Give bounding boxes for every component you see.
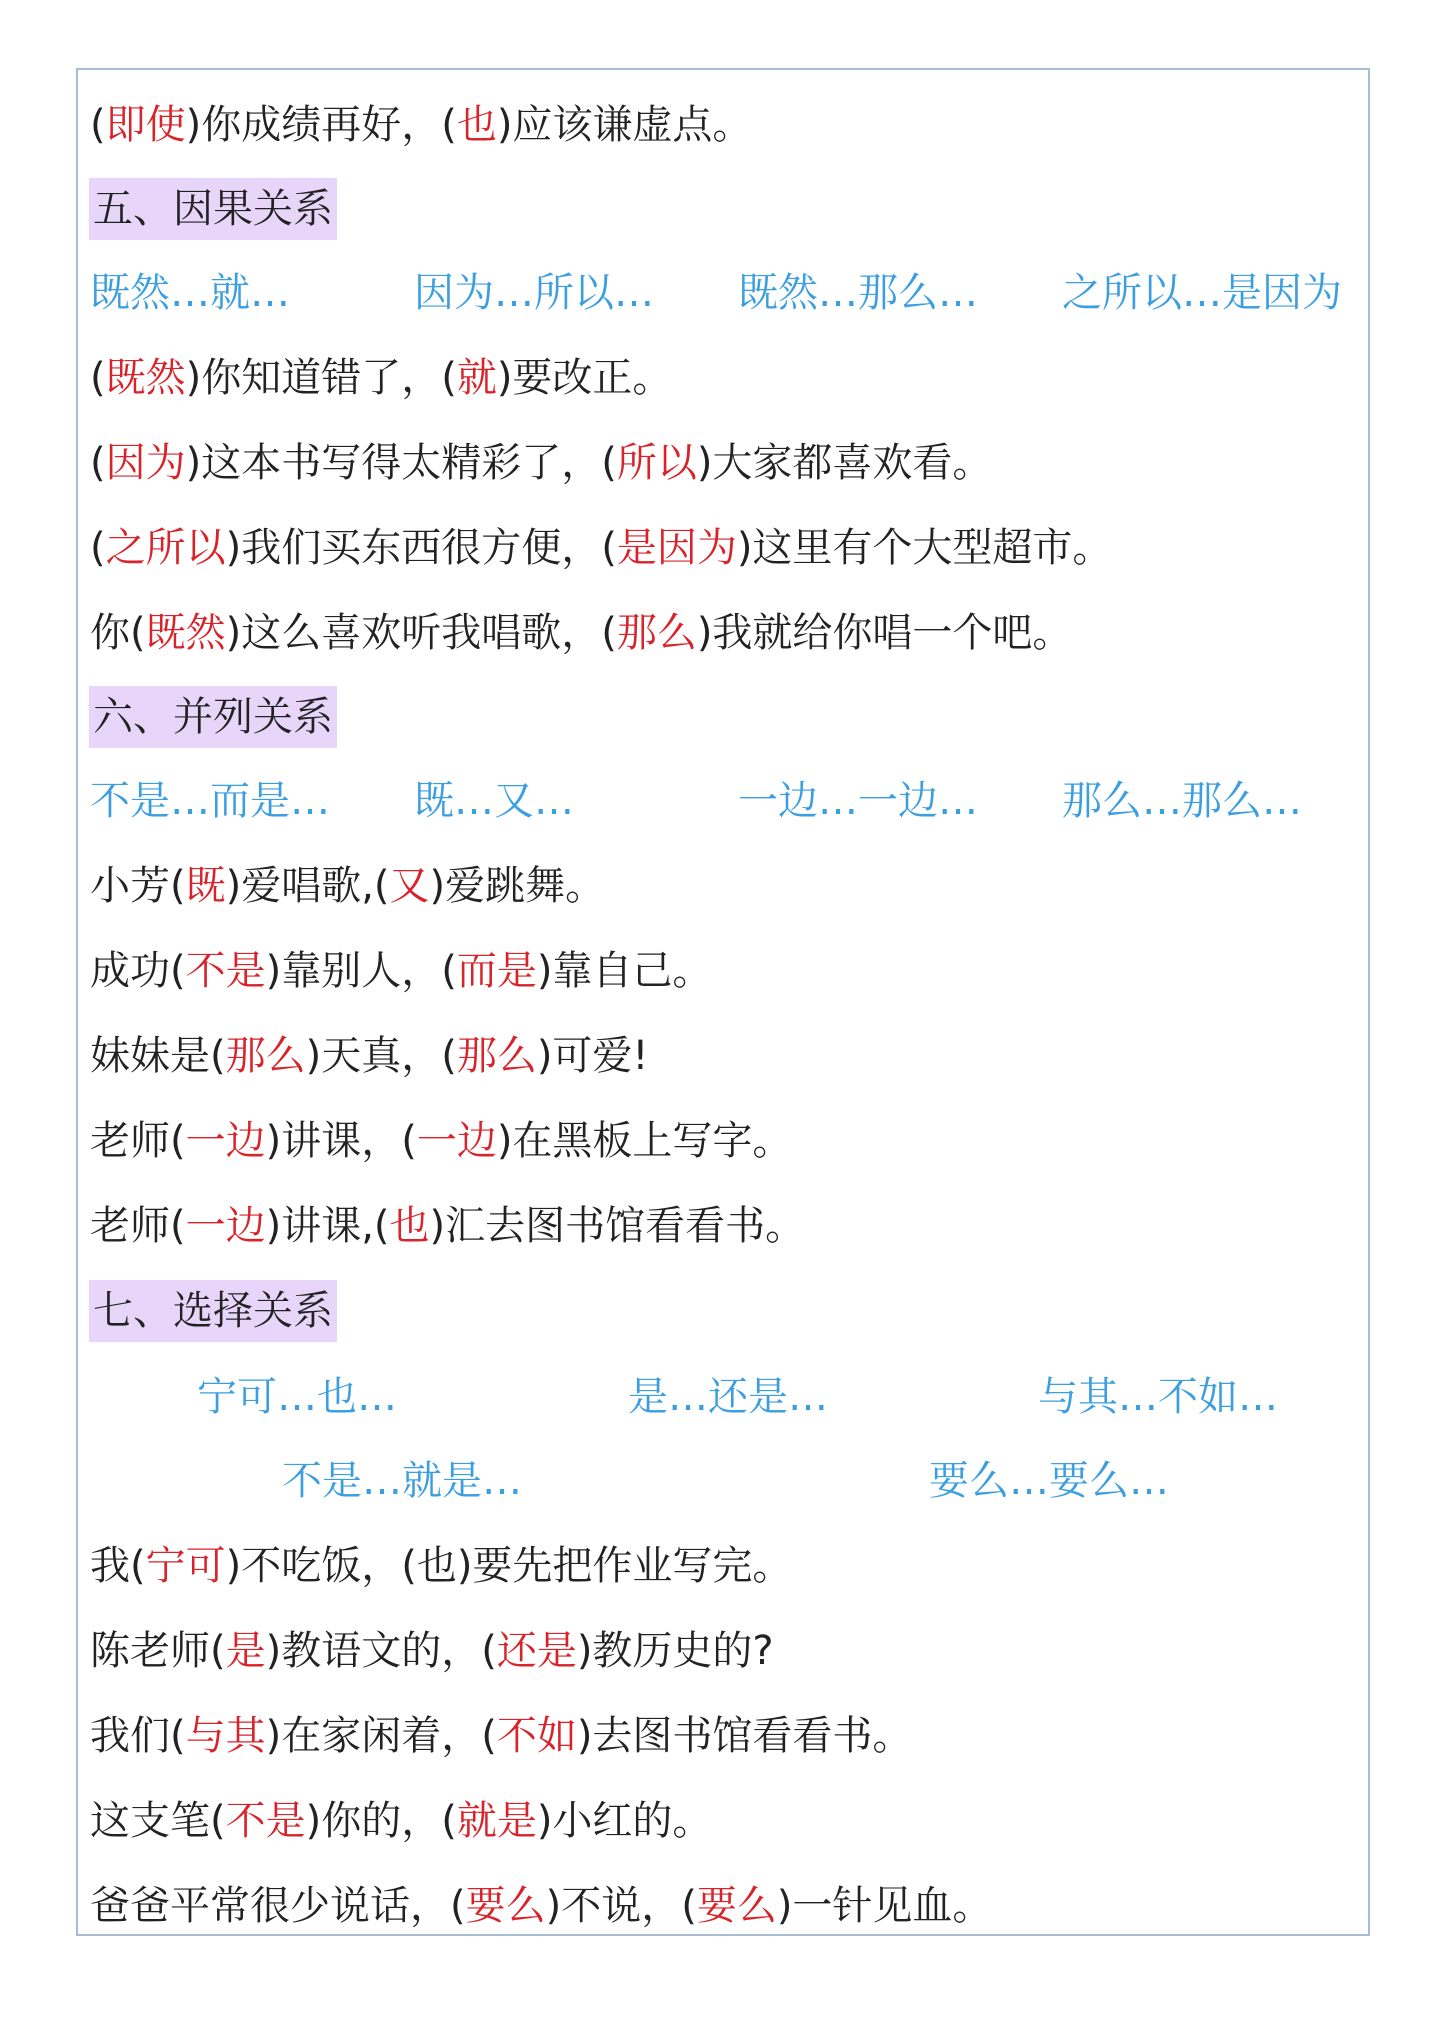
heading-cause-effect: 五、因果关系 [89, 178, 337, 240]
pattern-bushi-jiushi: 不是…就是… [282, 1458, 522, 1504]
example-sentence: (既然)你知道错了，(就)要改正。 [90, 355, 673, 401]
example-sentence: 这支笔(不是)你的，(就是)小红的。 [90, 1798, 713, 1844]
example-sentence: 老师(一边)讲课,(也)汇去图书馆看看书。 [90, 1203, 806, 1249]
example-sentence: (之所以)我们买东西很方便，(是因为)这里有个大型超市。 [90, 525, 1113, 571]
example-sentence: 陈老师(是)教语文的，(还是)教历史的? [90, 1628, 774, 1674]
example-sentence: 我们(与其)在家闲着，(不如)去图书馆看看书。 [90, 1713, 913, 1759]
pattern-zhisuoyi-shiyinwei: 之所以…是因为 [1062, 270, 1342, 316]
heading-parallel: 六、并列关系 [89, 686, 337, 748]
pattern-yaome-yaome: 要么…要么… [929, 1458, 1169, 1504]
heading-choice: 七、选择关系 [89, 1280, 337, 1342]
example-sentence: 你(既然)这么喜欢听我唱歌，(那么)我就给你唱一个吧。 [90, 610, 1073, 656]
example-sentence: 爸爸平常很少说话，(要么)不说，(要么)一针见血。 [90, 1883, 993, 1929]
pattern-jiran-name: 既然…那么… [738, 270, 978, 316]
pattern-yuqi-buru: 与其…不如… [1038, 1374, 1278, 1420]
pattern-yinwei-suoyi: 因为…所以… [414, 270, 654, 316]
pattern-jiran-jiu: 既然…就… [90, 270, 290, 316]
example-sentence: 老师(一边)讲课，(一边)在黑板上写字。 [90, 1118, 793, 1164]
example-sentence: 我(宁可)不吃饭，(也)要先把作业写完。 [90, 1543, 793, 1589]
pattern-bushi-ershi: 不是…而是… [90, 778, 330, 824]
pattern-ji-you: 既…又… [414, 778, 574, 824]
example-sentence: (因为)这本书写得太精彩了，(所以)大家都喜欢看。 [90, 440, 993, 486]
pattern-yibian-yibian: 一边…一边… [738, 778, 978, 824]
pattern-shi-haishi: 是…还是… [628, 1374, 828, 1420]
pattern-name-name: 那么…那么… [1062, 778, 1302, 824]
example-sentence: 小芳(既)爱唱歌,(又)爱跳舞。 [90, 863, 606, 909]
sentence-jishi: (即使)你成绩再好，(也)应该谦虚点。 [90, 102, 753, 148]
example-sentence: 成功(不是)靠别人，(而是)靠自己。 [90, 948, 713, 994]
example-sentence: 妹妹是(那么)天真，(那么)可爱! [90, 1033, 649, 1079]
pattern-ningke-ye: 宁可…也… [197, 1374, 397, 1420]
